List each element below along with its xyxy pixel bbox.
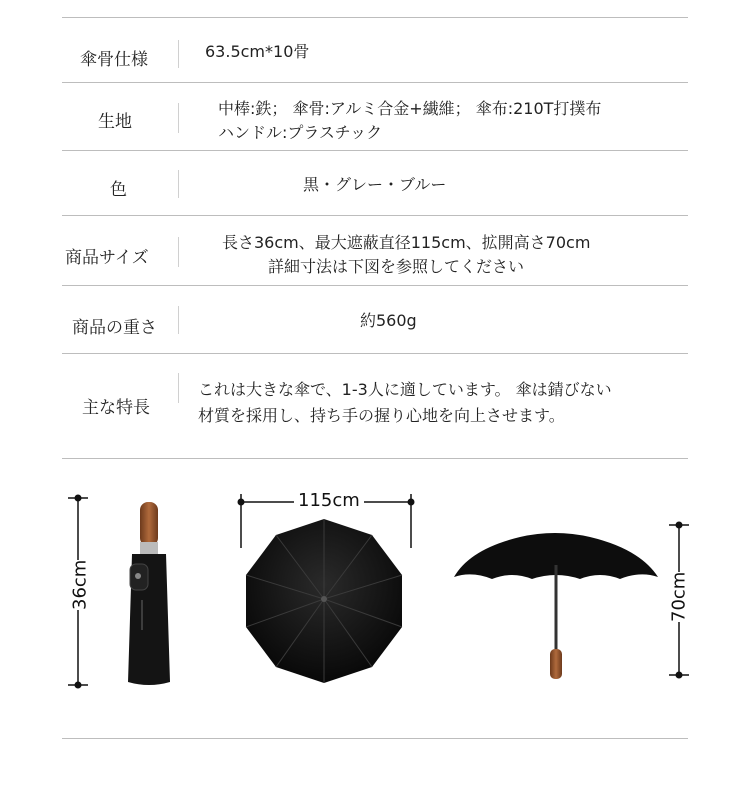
rule-2: [62, 150, 688, 151]
spec-label-fabric: 生地: [98, 112, 132, 132]
spec-value-features-2: 材質を採用し、持ち手の握り心地を向上させます。: [198, 406, 565, 425]
height-label: 70cm: [668, 571, 690, 622]
rule-top: [62, 17, 688, 18]
spec-label-frame: 傘骨仕様: [80, 50, 148, 70]
open-umbrella-side-image: [450, 525, 665, 685]
spec-label-color: 色: [110, 180, 127, 200]
spec-value-size-2: 詳細寸法は下図を参照してください: [268, 257, 525, 276]
spec-value-size-1: 長さ36cm、最大遮蔽直径115cm、拡開高さ70cm: [222, 233, 591, 252]
spec-label-weight: 商品の重さ: [72, 318, 157, 338]
spec-separator: [178, 40, 179, 68]
spec-separator: [178, 103, 179, 133]
spec-value-frame: 63.5cm*10骨: [205, 42, 310, 61]
spec-value-fabric-1: 中棒:鉄； 傘骨:アルミ合金+繊維； 傘布:210T打撲布: [218, 99, 602, 118]
diameter-label: 115cm: [294, 490, 364, 511]
spec-value-features-1: これは大きな傘で、1-3人に適しています。 傘は錆びない: [198, 380, 612, 399]
spec-separator: [178, 237, 179, 267]
spec-value-color: 黒・グレー・ブルー: [303, 175, 447, 194]
spec-separator: [178, 170, 179, 198]
spec-separator: [178, 373, 179, 403]
rule-bottom: [62, 738, 688, 739]
spec-value-weight: 約560g: [360, 311, 417, 330]
folded-length-label: 36cm: [69, 559, 91, 610]
rule-6: [62, 458, 688, 459]
folded-umbrella-image: [118, 500, 178, 690]
rule-4: [62, 285, 688, 286]
spec-label-features: 主な特長: [82, 398, 150, 418]
spec-separator: [178, 306, 179, 334]
spec-value-fabric-2: ハンドル:プラスチック: [218, 123, 383, 142]
rule-1: [62, 82, 688, 83]
open-umbrella-top-image: [238, 515, 410, 687]
rule-3: [62, 215, 688, 216]
rule-5: [62, 353, 688, 354]
spec-label-size: 商品サイズ: [65, 248, 149, 268]
